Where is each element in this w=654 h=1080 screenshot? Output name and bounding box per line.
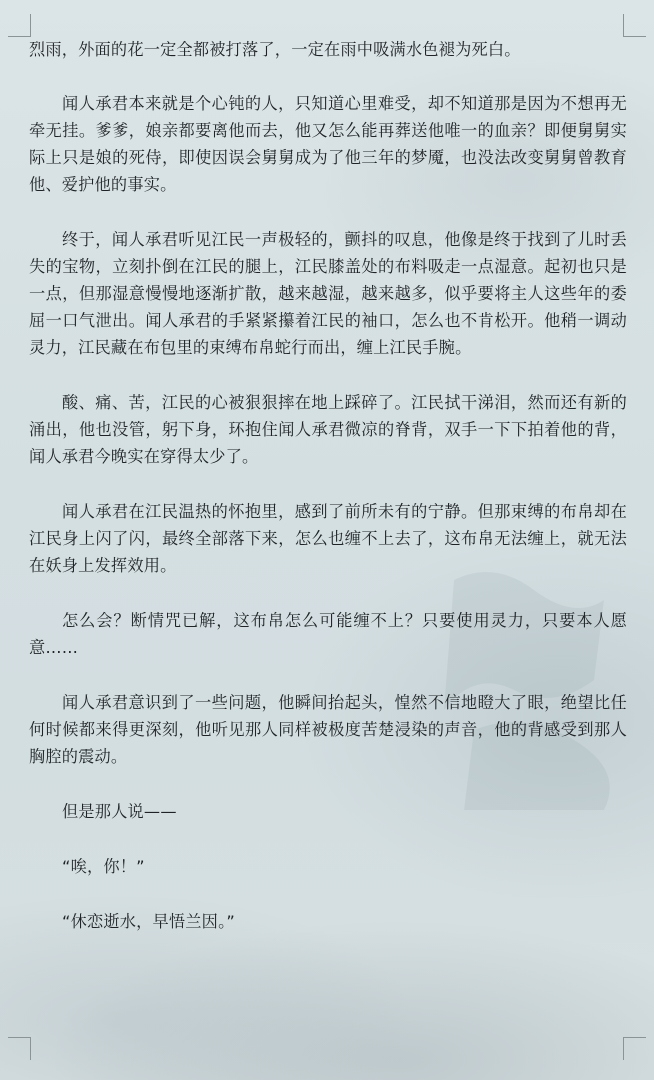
paragraph: 但是那人说—— [62,802,177,821]
page-corner-mark-bottom-left [8,1037,31,1060]
paragraph: 烈雨，外面的花一定全都被打落了，一定在雨中吸满水色褪为死白。 [29,40,521,59]
page-corner-mark-bottom-right [623,1037,646,1060]
paragraph: 闻人承君在江民温热的怀抱里，感到了前所未有的宁静。但那束缚的布帛却在江民身上闪了闪，最终全部落下来，怎么也缠不上去了，这布帛无法缠上，就无法在妖身上发挥效用。 [29,502,627,575]
paragraph: “唉，你！” [62,857,145,876]
reading-page-content [29,36,627,963]
paragraph: 怎么会？断情咒已解，这布帛怎么可能缠不上？只要使用灵力，只要本人愿意…… [29,611,627,657]
page-corner-mark-top-right [623,14,646,37]
paragraph: 终于，闻人承君听见江民一声极轻的，颤抖的叹息，他像是终于找到了儿时丢失的宝物，立刻扑倒在江民的腿上，江民膝盖处的布料吸走一点湿意。起初也只是一点，但那湿意慢慢地逐渐扩散，越来越湿，越来越多，似乎要将主人这些年的委屈一口气泄出。闻人承君的手紧紧攥着江民的袖口，怎么也不肯松开。他稍一调动灵力，江民藏在布包里的束缚布帛蛇行而出，缠上江民手腕。 [29,230,627,357]
paragraph: “休恋逝水，早悟兰因。” [62,912,235,931]
page-corner-mark-top-left [8,14,31,37]
paragraph: 酸、痛、苦，江民的心被狠狠摔在地上踩碎了。江民拭干涕泪，然而还有新的涌出，他也没管，躬下身，环抱住闻人承君微凉的脊背，双手一下下拍着他的背，闻人承君今晚实在穿得太少了。 [29,393,627,466]
paragraph: 闻人承君本来就是个心钝的人，只知道心里难受，却不知道那是因为不想再无牵无挂。爹爹，娘亲都要离他而去，他又怎么能再葬送他唯一的血亲？即便舅舅实际上只是娘的死侍，即使因误会舅舅成为了他三年的梦魇，也没法改变舅舅曾教育他、爱护他的事实。 [29,94,627,194]
paragraph: 闻人承君意识到了一些问题，他瞬间抬起头，惶然不信地瞪大了眼，绝望比任何时候都来得更深刻，他听见那人同样被极度苦楚浸染的声音，他的背感受到那人胸腔的震动。 [29,693,627,766]
